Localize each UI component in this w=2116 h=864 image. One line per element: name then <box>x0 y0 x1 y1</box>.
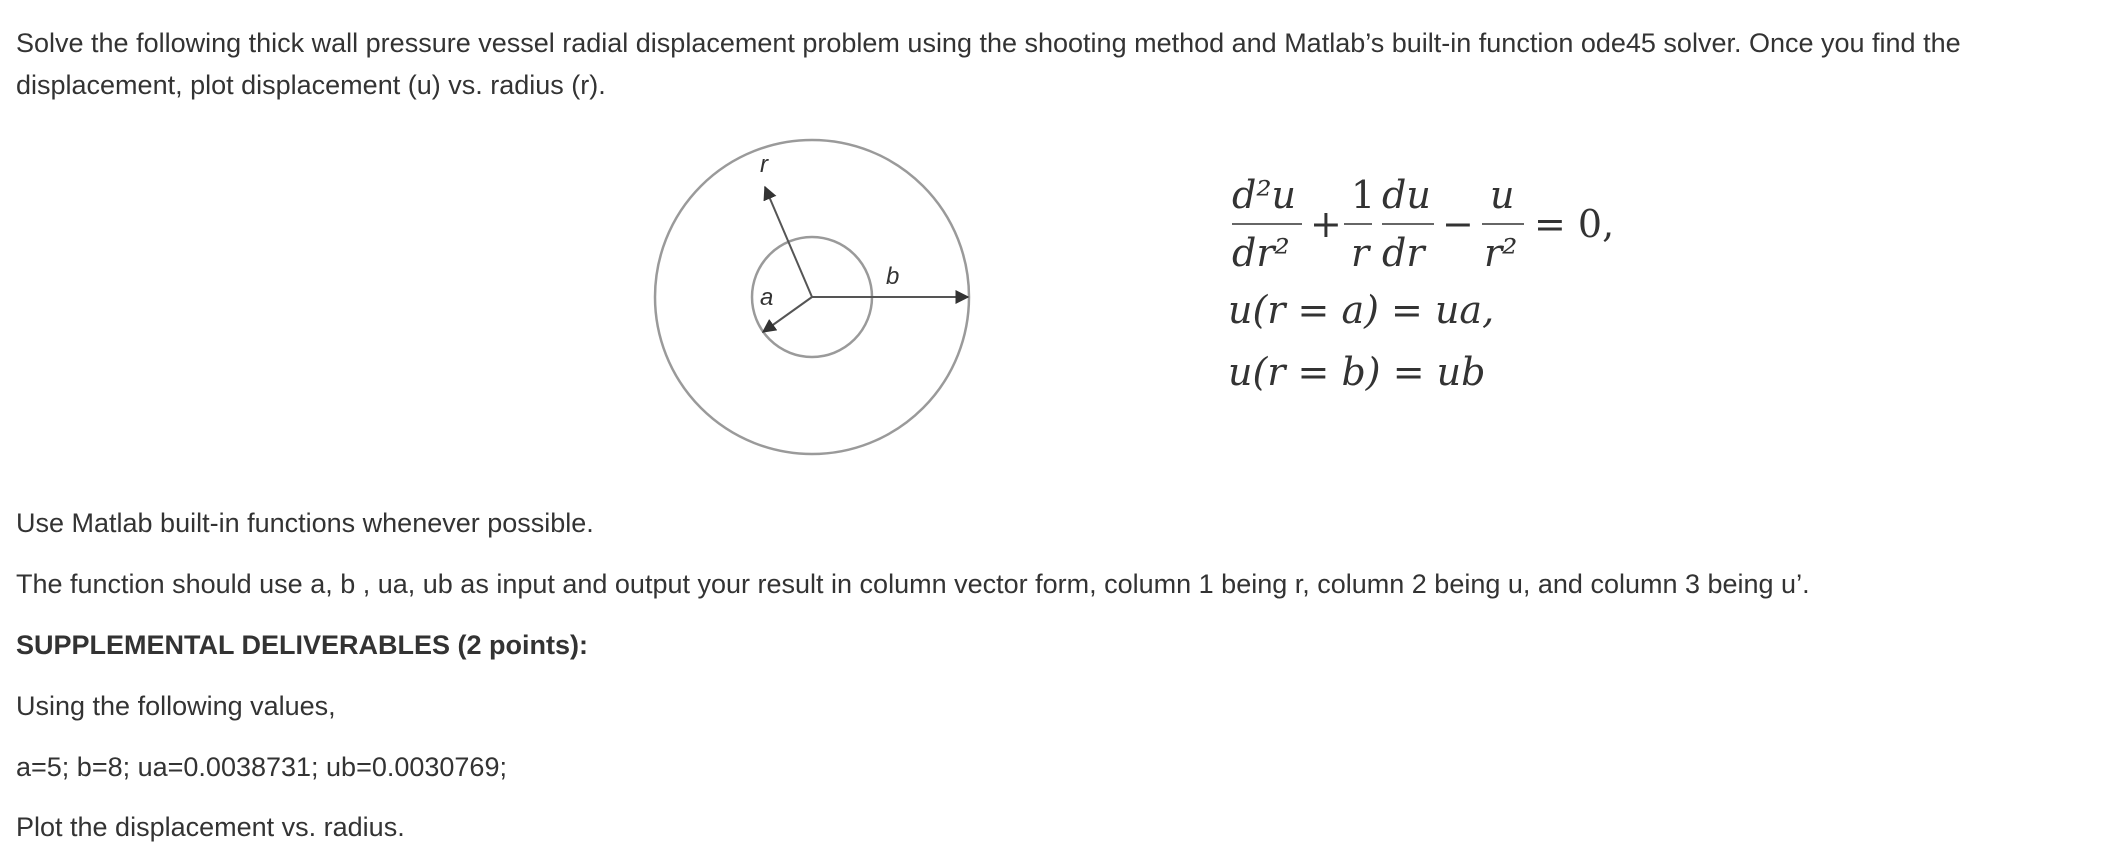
label-r: r <box>760 151 768 178</box>
frac4-denominator: r² <box>1484 231 1518 275</box>
builtin-instruction: Use Matlab built-in functions whenever possible. <box>16 508 594 538</box>
equation-rhs: = 0, <box>1534 202 1615 246</box>
function-spec: The function should use a, b , ua, ub as input and output your result in column vector form, column 1 being r, column 2 being u, and column 3 being u’. <box>16 569 1810 599</box>
governing-equation <box>1220 160 1640 415</box>
frac3-denominator: dr <box>1382 231 1425 275</box>
frac4-numerator: u <box>1490 173 1515 217</box>
plot-instruction: Plot the displacement vs. radius. <box>16 812 405 842</box>
problem-statement-line-1: Solve the following thick wall pressure vessel radial displacement problem using the shooting method and Matlab’s built-in function ode45 solver. Once you find the <box>16 28 1961 58</box>
frac2-numerator: 1 <box>1351 173 1376 217</box>
plus-sign: + <box>1310 202 1342 246</box>
frac2-denominator: r <box>1351 231 1370 275</box>
frac3-numerator: du <box>1382 173 1431 217</box>
r-arrow <box>765 187 812 297</box>
parameter-values: a=5; b=8; ua=0.0038731; ub=0.0030769; <box>16 752 507 782</box>
vessel-diagram <box>640 135 980 470</box>
supplemental-heading: SUPPLEMENTAL DELIVERABLES (2 points): <box>16 630 589 660</box>
frac1-denominator: dr² <box>1232 231 1290 275</box>
frac1-numerator: d²u <box>1232 173 1297 217</box>
problem-statement-line-2: displacement, plot displacement (u) vs. radius (r). <box>16 70 606 100</box>
boundary-condition-b: u(r = b) = ub <box>1228 350 1486 394</box>
problem-statement <box>16 22 2096 106</box>
label-b: b <box>886 263 900 290</box>
minus-sign: − <box>1442 202 1474 246</box>
using-values-text: Using the following values, <box>16 691 336 721</box>
label-a: a <box>760 284 774 311</box>
boundary-condition-a: u(r = a) = ua, <box>1228 288 1495 332</box>
